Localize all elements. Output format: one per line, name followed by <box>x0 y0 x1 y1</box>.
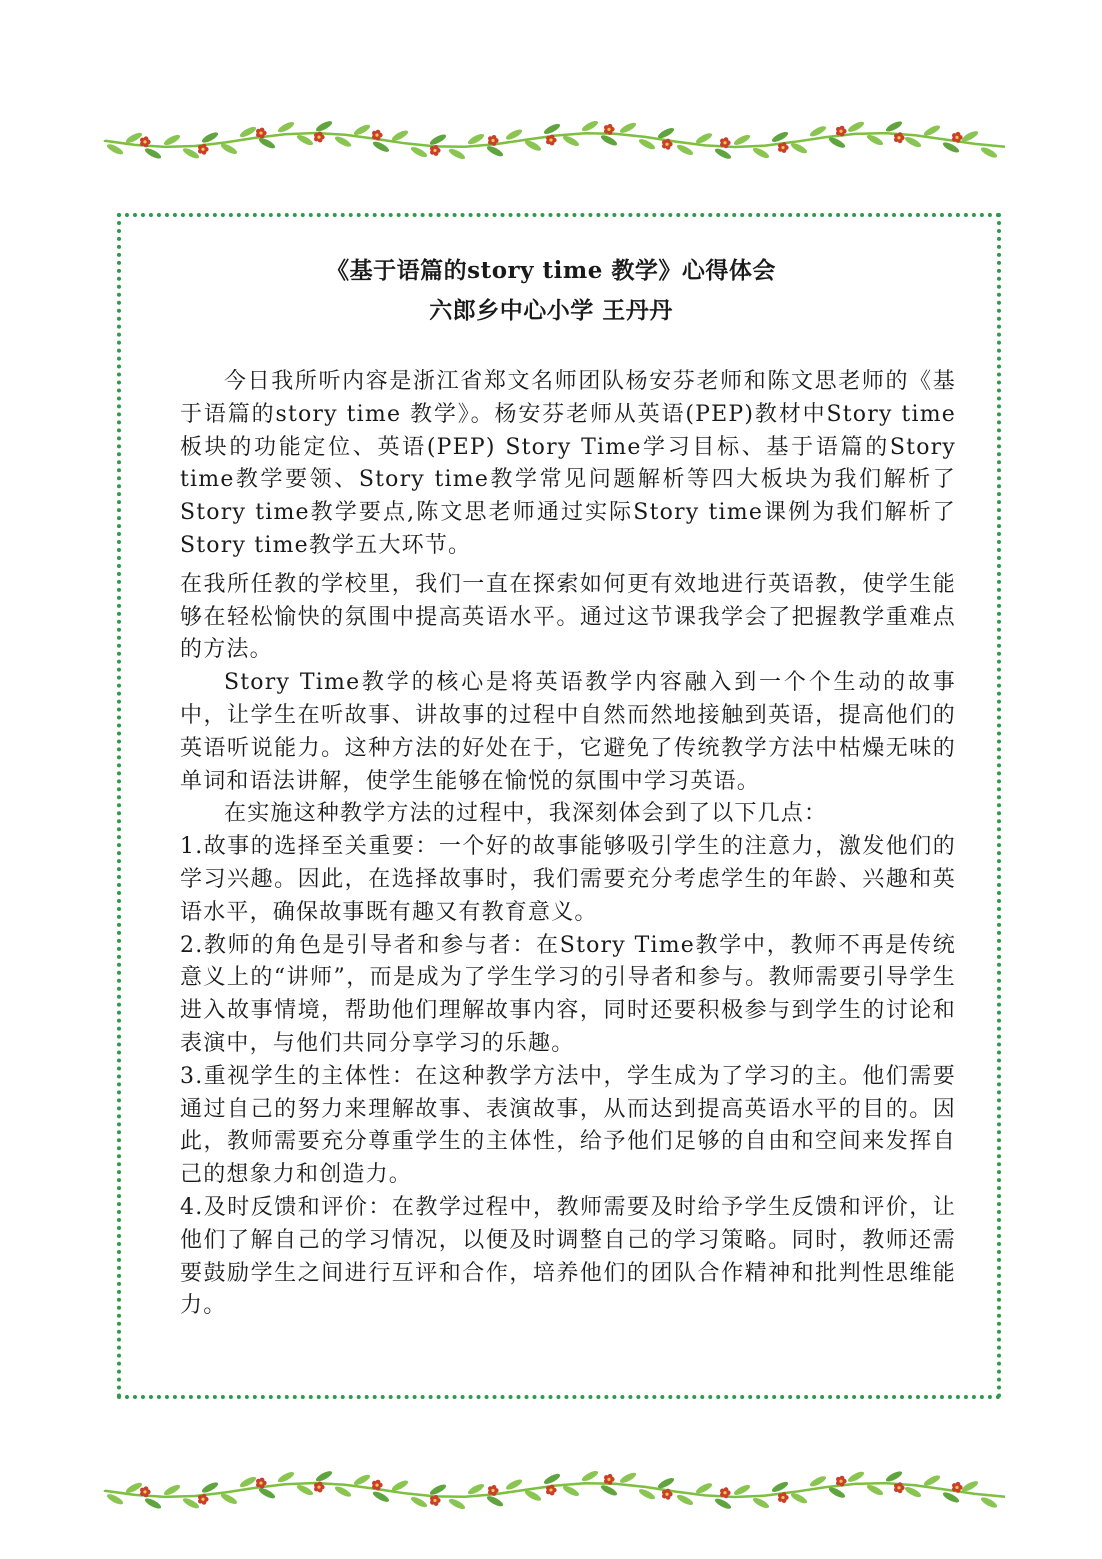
paragraph: 今日我所听内容是浙江省郑文名师团队杨安芬老师和陈文思老师的《基于语篇的story time 教学》。杨安芬老师从英语(PEP)教材中Story time板块的功能定位、英语(PEP) Story Time学习目标、基于语篇的Story time教学要领、Story time教学常见问题解析等四大板块为我们解析了Story time教学要点,陈文思老师通过实际Story time课例为我们解析了Story time教学五大环节。 <box>180 369 956 558</box>
paragraph: 在我所任教的学校里，我们一直在探索如何更有效地进行英语教，使学生能够在轻松愉快的氛围中提高英语水平。通过这节课我学会了把握教学重难点的方法。 <box>180 571 956 663</box>
list-item: 2.教师的角色是引导者和参与者：在Story Time教学中，教师不再是传统意义上的“讲师”，而是成为了学生学习的引导者和参与。教师需要引导学生进入故事情境，帮助他们理解故事内容，同时还要积极参与到学生的讨论和表演中，与他们共同分享学习的乐趣。 <box>180 932 956 1056</box>
list-item: 4.及时反馈和评价：在教学过程中，教师需要及时给予学生反馈和评价，让他们了解自己的学习情况，以便及时调整自己的学习策略。同时，教师还需要鼓励学生之间进行互评和合作，培养他们的团队合作精神和批判性思维能力。 <box>180 1194 956 1319</box>
list-item: 3.重视学生的主体性：在这种教学方法中，学生成为了学习的主。他们需要通过自己的努力来理解故事、表演故事，从而达到提高英语水平的目的。因此，教师需要充分尊重学生的主体性，给予他们足够的自由和空间来发挥自己的想象力和创造力。 <box>180 1063 956 1188</box>
document-title: 《基于语篇的story time 教学》心得体会 <box>326 257 776 284</box>
paragraph: 在实施这种教学方法的过程中，我深刻体会到了以下几点： <box>224 801 828 827</box>
vine-border-top-icon <box>100 108 1015 168</box>
author-line: 六郎乡中心小学 王丹丹 <box>429 297 673 324</box>
paragraph: Story Time教学的核心是将英语教学内容融入到一个个生动的故事中，让学生在听故事、讲故事的过程中自然而然地接触到英语，提高他们的英语听说能力。这种方法的好处在于，它避免了传统教学方法中枯燥无味的单词和语法讲解，使学生能够在愉悦的氛围中学习英语。 <box>180 670 956 794</box>
document-body <box>180 366 956 1323</box>
vine-border-bottom-icon <box>100 1458 1015 1518</box>
list-item: 1.故事的选择至关重要：一个好的故事能够吸引学生的注意力，激发他们的学习兴趣。因此，在选择故事时，我们需要充分考虑学生的年龄、兴趣和英语水平，确保故事既有趣又有教育意义。 <box>180 834 956 925</box>
